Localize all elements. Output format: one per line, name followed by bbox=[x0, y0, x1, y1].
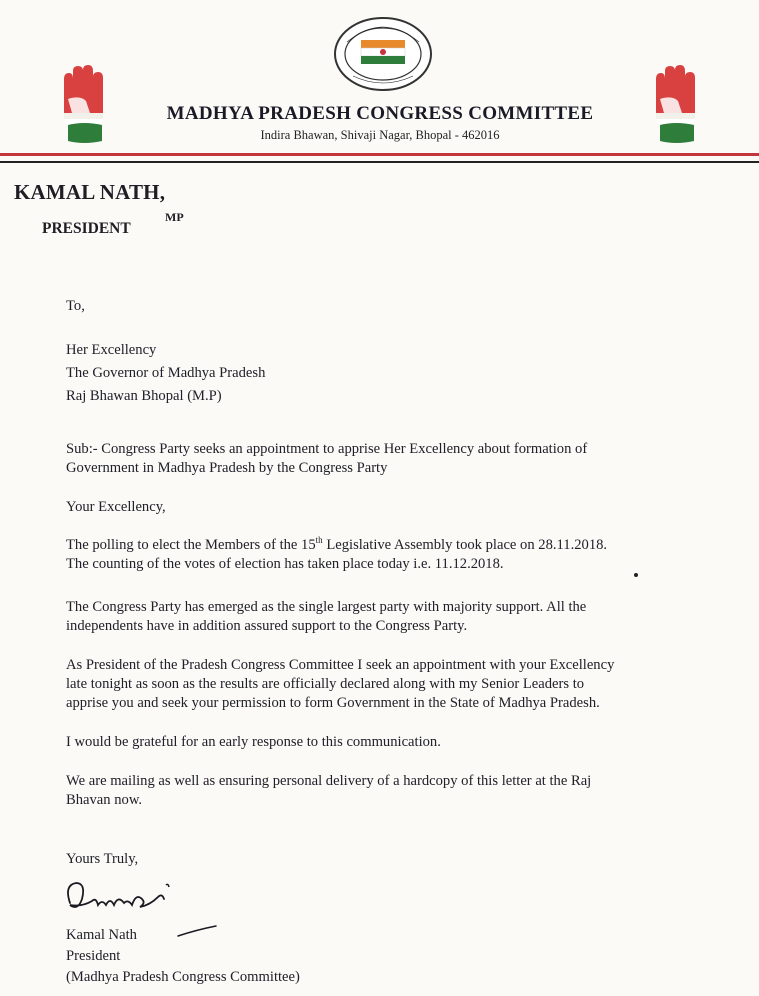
recipient-line-1: Her Excellency bbox=[66, 342, 157, 358]
recipient-line-3: Raj Bhawan Bhopal (M.P) bbox=[66, 388, 222, 404]
valediction: Yours Truly, bbox=[66, 851, 139, 867]
letterhead-red-rule bbox=[0, 153, 759, 156]
paragraph-3-line-2: late tonight as soon as the results are officially declared along with my Senior Leaders to bbox=[66, 676, 585, 692]
sender-suffix: MP bbox=[165, 210, 184, 224]
signature-stroke-icon bbox=[176, 922, 218, 940]
left-hand-emblem-icon bbox=[60, 65, 106, 145]
signatory-organization: (Madhya Pradesh Congress Committee) bbox=[66, 969, 300, 985]
paragraph-3-line-1: As President of the Pradesh Congress Committee I seek an appointment with your Excellency bbox=[66, 657, 615, 673]
to-line: To, bbox=[66, 298, 85, 314]
subject-line-1: Sub:- Congress Party seeks an appointment to apprise Her Excellency about formation of bbox=[66, 441, 588, 457]
paragraph-3-line-3: apprise you and seek your permission to form Government in the State of Madhya Pradesh. bbox=[66, 695, 600, 711]
recipient-line-2: The Governor of Madhya Pradesh bbox=[66, 365, 266, 381]
sender-designation: PRESIDENT bbox=[42, 220, 131, 237]
organization-title: MADHYA PRADESH CONGRESS COMMITTEE bbox=[166, 103, 594, 124]
organization-address: Indira Bhawan, Shivaji Nagar, Bhopal - 462016 bbox=[260, 128, 500, 142]
stray-mark bbox=[634, 573, 638, 577]
paragraph-1-line-1: The polling to elect the Members of the 15th Legislative Assembly took place on 28.11.2018. bbox=[66, 535, 608, 553]
salutation: Your Excellency, bbox=[66, 499, 166, 515]
signatory-name: Kamal Nath bbox=[66, 927, 137, 943]
paragraph-5-line-1: We are mailing as well as ensuring personal delivery of a hardcopy of this letter at the Raj bbox=[66, 773, 592, 789]
subject-line-2: Government in Madhya Pradesh by the Congress Party bbox=[66, 460, 388, 476]
paragraph-4: I would be grateful for an early response to this communication. bbox=[66, 734, 441, 750]
paragraph-2-line-1: The Congress Party has emerged as the single largest party with majority support. All the bbox=[66, 599, 587, 615]
paragraph-5-line-2: Bhavan now. bbox=[66, 792, 143, 808]
letterhead-black-rule bbox=[0, 161, 759, 163]
paragraph-2-line-2: independents have in addition assured support to the Congress Party. bbox=[66, 618, 468, 634]
paragraph-1-line-2: The counting of the votes of election has taken place today i.e. 11.12.2018. bbox=[66, 556, 504, 572]
signature-icon bbox=[62, 875, 202, 925]
sender-name: KAMAL NATH, bbox=[14, 180, 166, 204]
party-seal-icon bbox=[333, 16, 433, 92]
signatory-designation: President bbox=[66, 948, 121, 964]
right-hand-emblem-icon bbox=[652, 65, 698, 145]
